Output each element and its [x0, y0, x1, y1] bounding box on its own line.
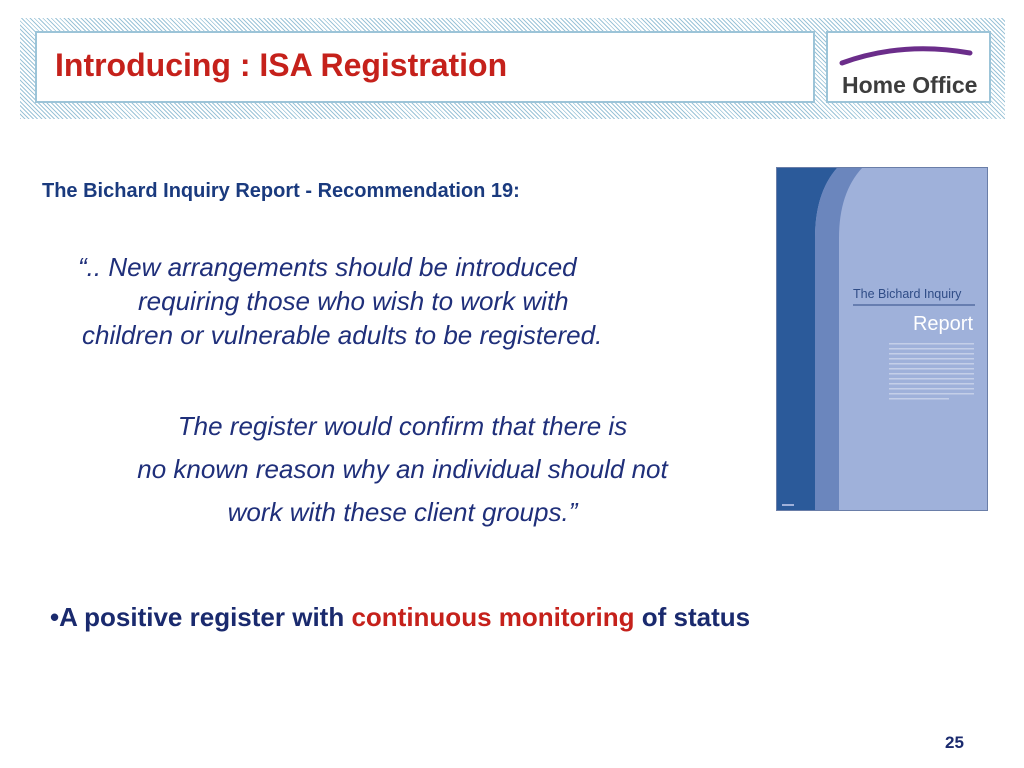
cover-title: The Bichard Inquiry	[853, 287, 962, 301]
page-number: 25	[945, 733, 964, 752]
cover-subtitle: Report	[912, 313, 973, 335]
quote-line: work with these client groups.”	[227, 497, 578, 527]
quote-line: no known reason why an individual should not	[137, 454, 668, 484]
logo-panel	[826, 31, 991, 103]
logo-arc-icon	[842, 49, 970, 63]
logo-text: Home Office	[842, 72, 978, 98]
bullet-point	[50, 602, 750, 633]
quote-line: requiring those who wish to work with	[138, 286, 569, 316]
quote-line: “.. New arrangements should be introduced	[78, 252, 577, 282]
report-cover-graphic	[777, 168, 988, 511]
quote-block-1	[30, 250, 770, 352]
bullet-marker: •	[50, 602, 60, 632]
quote-block-2	[30, 405, 775, 534]
title-panel	[35, 31, 815, 103]
page-title: Introducing : ISA Registration	[55, 47, 508, 83]
report-subtitle: The Bichard Inquiry Report - Recommendation 19:	[42, 180, 520, 202]
bullet-text-end: of status	[634, 602, 751, 632]
bullet-highlight: continuous monitoring	[351, 602, 635, 632]
quote-line: children or vulnerable adults to be registered.	[82, 320, 603, 350]
home-office-logo	[832, 37, 989, 101]
bullet-text: A positive register with	[59, 602, 352, 632]
report-cover-image	[776, 167, 988, 511]
quote-line: The register would confirm that there is	[177, 411, 628, 441]
